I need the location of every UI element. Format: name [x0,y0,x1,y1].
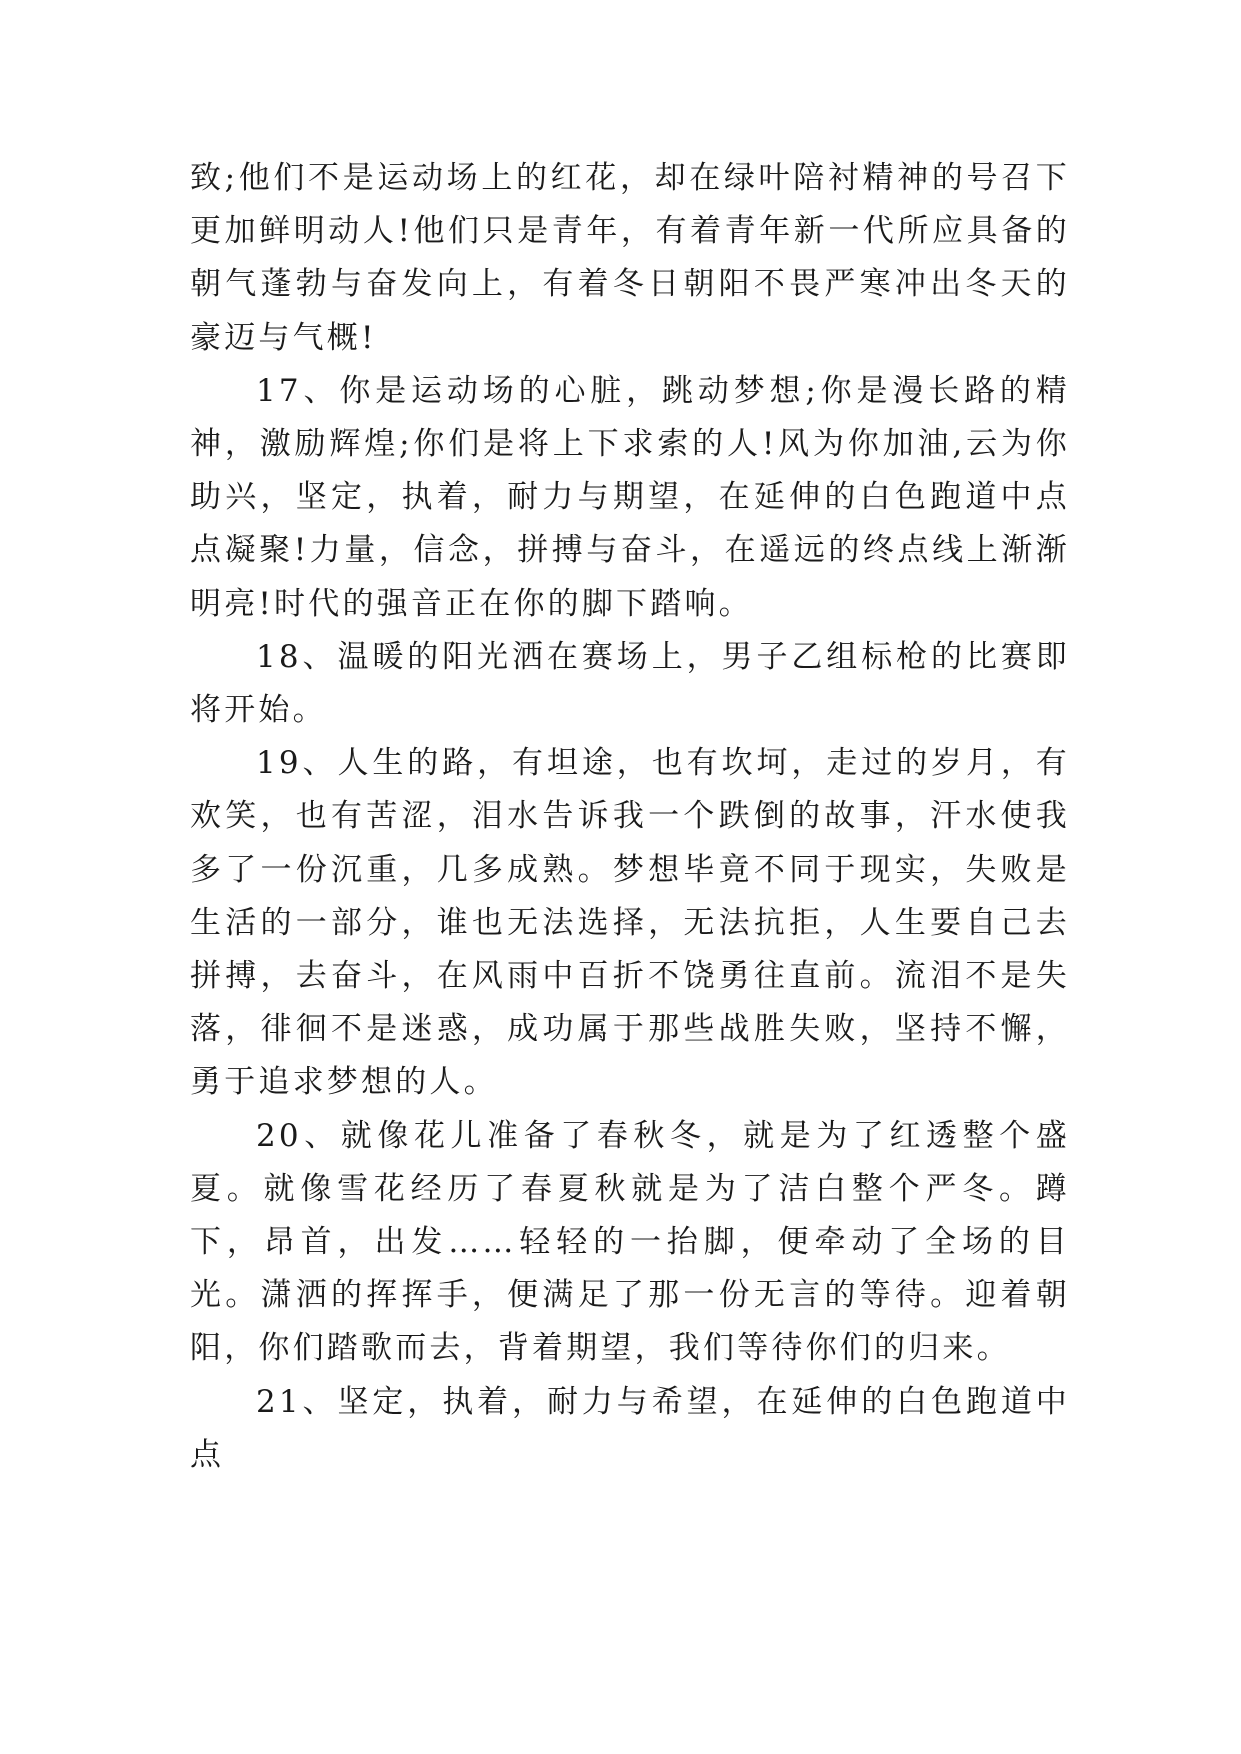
paragraph-18: 18、温暖的阳光洒在赛场上，男子乙组标枪的比赛即将开始。 [190,638,1070,729]
paragraph-21: 21、坚定，执着，耐力与希望，在延伸的白色跑道中点 [190,1383,1070,1473]
paragraph-19: 19、人生的路，有坦途，也有坎坷，走过的岁月，有欢笑，也有苦涩，泪水告诉我一个跌倒的故事，汗水使我多了一份沉重，几多成熟。梦想毕竟不同于现实，失败是生活的一部分，谁也无法选择，无法抗拒，人生要自己去拼搏，去奋斗，在风雨中百折不饶勇往直前。流泪不是失落，徘徊不是迷惑，成功属于那些战胜失败，坚持不懈，勇于追求梦想的人。 [190,745,1070,1101]
document-body [190,152,1070,1482]
paragraph-17: 17、你是运动场的心脏，跳动梦想;你是漫长路的精神，激励辉煌;你们是将上下求索的人!风为你加油,云为你助兴，坚定，执着，耐力与期望，在延伸的白色跑道中点点凝聚!力量，信念，拼搏与奋斗，在遥远的终点线上渐渐明亮!时代的强音正在你的脚下踏响。 [190,372,1070,622]
paragraph-continuation: 致;他们不是运动场上的红花，却在绿叶陪衬精神的号召下更加鲜明动人!他们只是青年，有着青年新一代所应具备的朝气蓬勃与奋发向上，有着冬日朝阳不畏严寒冲出冬天的豪迈与气概! [190,160,1070,356]
paragraph-20: 20、就像花儿准备了春秋冬，就是为了红透整个盛夏。就像雪花经历了春夏秋就是为了洁白整个严冬。蹲下，昂首，出发……轻轻的一抬脚，便牵动了全场的目光。潇洒的挥挥手，便满足了那一份无言的等待。迎着朝阳，你们踏歌而去，背着期望，我们等待你们的归来。 [190,1117,1070,1367]
